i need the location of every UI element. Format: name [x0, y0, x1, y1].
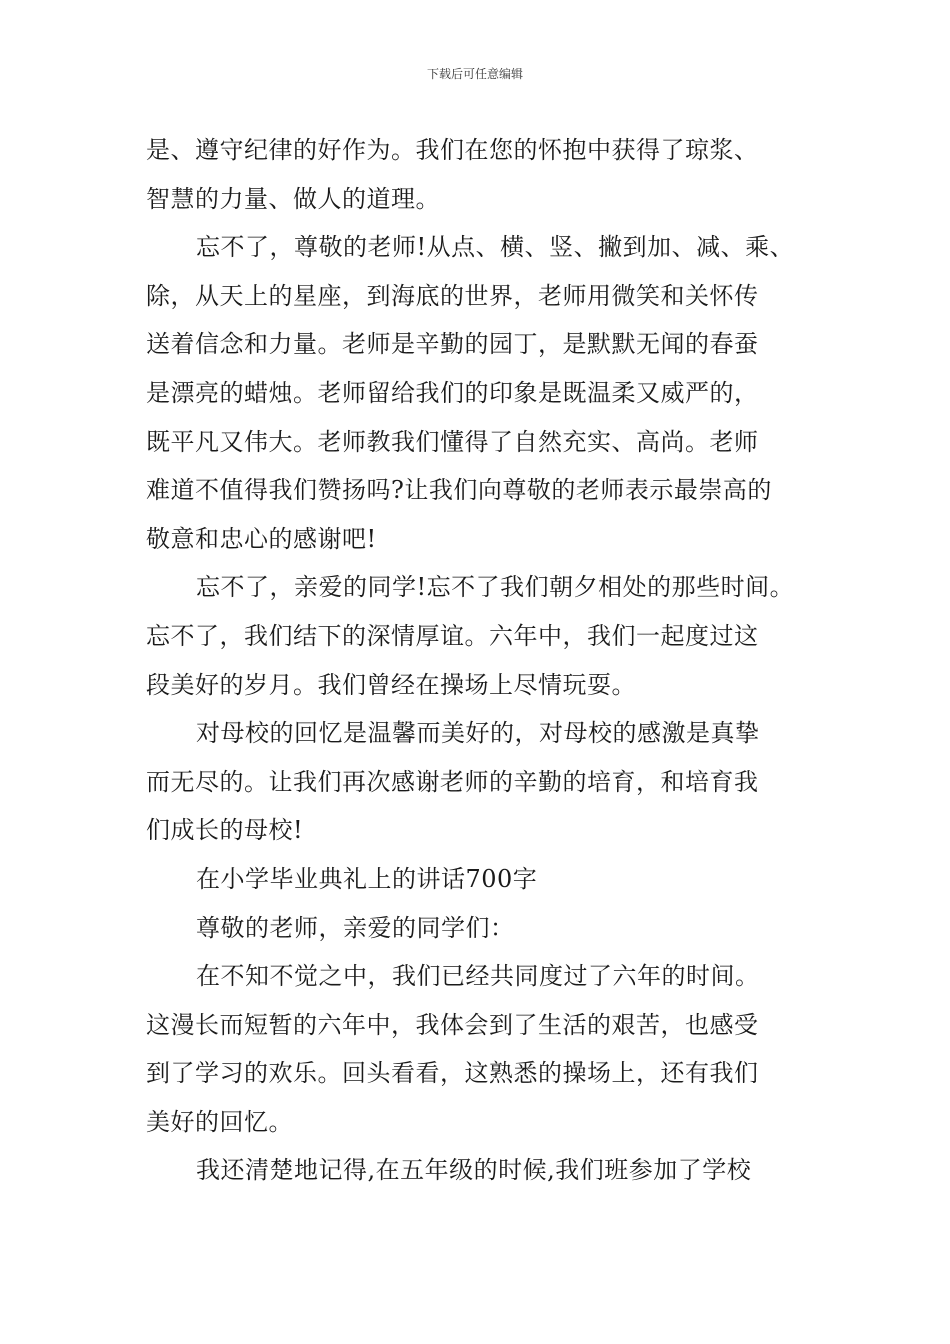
text-line: 既平凡又伟大。老师教我们懂得了自然充实、高尚。老师: [146, 427, 759, 456]
page-header: 下载后可任意编辑: [426, 67, 523, 81]
text-line: 对母校的回忆是温馨而美好的，对母校的感激是真挚: [196, 719, 760, 748]
text-line: 而无尽的。让我们再次感谢老师的辛勤的培育，和培育我: [146, 767, 759, 796]
text-line: 到了学习的欢乐。回头看看，这熟悉的操场上，还有我们: [146, 1059, 759, 1088]
text-line: 送着信念和力量。老师是辛勤的园丁，是默默无闻的春蚕: [146, 330, 759, 359]
text-line: 敬意和忠心的感谢吧!: [146, 524, 377, 553]
text-line: 们成长的母校!: [146, 816, 304, 845]
salutation: 尊敬的老师，亲爱的同学们：: [196, 913, 515, 942]
section-title: 在小学毕业典礼上的讲话700字: [196, 864, 538, 893]
text-line: 我还清楚地记得,在五年级的时候,我们班参加了学校: [196, 1156, 752, 1185]
text-line: 智慧的力量、做人的道理。: [146, 184, 440, 213]
text-line: 是、遵守纪律的好作为。我们在您的怀抱中获得了琼浆、: [146, 136, 759, 164]
text-line: 忘不了，我们结下的深情厚谊。六年中，我们一起度过这: [146, 621, 759, 650]
document-body: [146, 126, 836, 1195]
text-line: 是漂亮的蜡烛。老师留给我们的印象是既温柔又威严的，: [146, 378, 759, 407]
text-line: 除，从天上的星座，到海底的世界，老师用微笑和关怀传: [146, 281, 759, 310]
text-line: 忘不了，尊敬的老师!从点、横、竖、撇到加、减、乘、: [196, 233, 795, 262]
text-line: 段美好的岁月。我们曾经在操场上尽情玩耍。: [146, 670, 636, 699]
text-line: 美好的回忆。: [146, 1107, 293, 1136]
text-line: 忘不了，亲爱的同学!忘不了我们朝夕相处的那些时间。: [196, 573, 795, 602]
text-line: 难道不值得我们赞扬吗?让我们向尊敬的老师表示最崇高的: [146, 476, 772, 505]
text-line: 这漫长而短暂的六年中，我体会到了生活的艰苦，也感受: [146, 1010, 759, 1039]
text-line: 在不知不觉之中，我们已经共同度过了六年的时间。: [196, 962, 760, 991]
